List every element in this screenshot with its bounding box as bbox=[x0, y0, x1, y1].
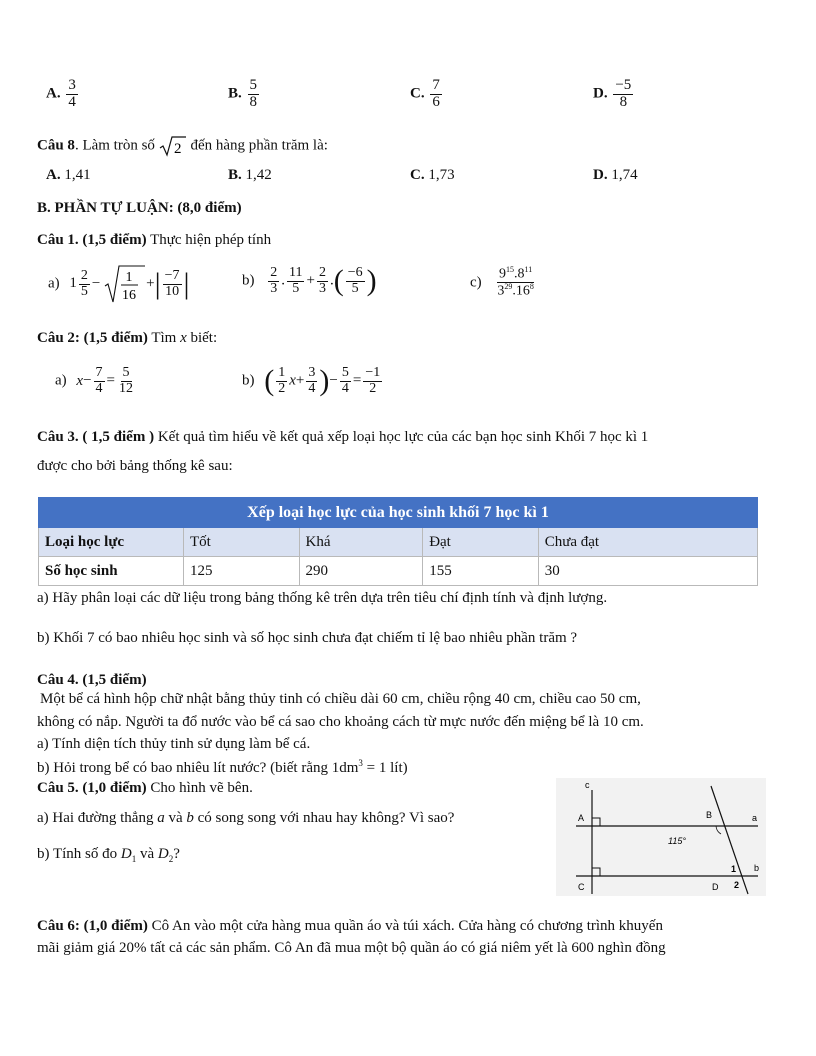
label-C: C bbox=[578, 882, 585, 892]
label-a: a bbox=[752, 813, 758, 823]
part-b-heading: B. PHẦN TỰ LUẬN: (8,0 điểm) bbox=[37, 200, 242, 216]
q8-option-b: B. 1,42 bbox=[228, 167, 272, 183]
c1-expr-a: a) 1 $\frac{2}{5}$ − 1 16 +| $\frac{-7}{10}$ | bbox=[48, 264, 190, 304]
label-b: b bbox=[754, 863, 760, 873]
q7-option-c: C. $\frac{7}{6}$ bbox=[410, 77, 440, 110]
q7-option-d: D. $\frac{-5}{8}$ bbox=[593, 77, 632, 110]
sqrt-fraction bbox=[104, 264, 146, 304]
c3-heading: Câu 3. ( 1,5 điểm ) Kết quả tìm hiểu về kết quả xếp loại học lực của các bạn học sinh Khối 7 học kì 1 bbox=[37, 429, 649, 445]
c4-line1: Một bể cá hình hộp chữ nhật bằng thủy tinh có chiều dài 60 cm, chiều rộng 40 cm, chiều cao 50 cm, bbox=[40, 691, 641, 707]
table-cell: 125 bbox=[184, 557, 300, 586]
c4-line2: không có nắp. Người ta đổ nước vào bể cá sao cho khoảng cách từ mực nước đến miệng bể là 10 cm. bbox=[37, 714, 644, 730]
table-cell: Đạt bbox=[423, 528, 539, 557]
c1-heading: Câu 1. (1,5 điểm) Thực hiện phép tính bbox=[37, 232, 272, 248]
table-cell: Số học sinh bbox=[39, 557, 184, 586]
label-B: B bbox=[706, 810, 713, 820]
c1-expr-b: b) $\frac{2}{3}$ . $\frac{11}{5}$ + $\frac{2}{3}$ .( $\frac{-6}{5}$ ) bbox=[242, 264, 377, 298]
svg-text:16: 16 bbox=[122, 288, 137, 303]
c6-line2: mãi giảm giá 20% tất cả các sản phẩm. Cô An đã mua một bộ quần áo có giá niêm yết là 600 nghìn đồng bbox=[37, 940, 666, 956]
c4-heading: Câu 4. (1,5 điểm) bbox=[37, 672, 147, 688]
c4-question-a: a) Tính diện tích thủy tinh sử dụng làm bể cá. bbox=[37, 736, 311, 752]
c5-heading: Câu 5. (1,0 điểm) Cho hình vẽ bên. bbox=[37, 780, 253, 796]
q8-question: Câu 8. Làm tròn số 2 đến hàng phần trăm là: bbox=[37, 135, 328, 157]
sqrt-radicand: 2 bbox=[173, 141, 182, 157]
table-cell: Chưa đạt bbox=[538, 528, 757, 557]
c3-question-a: a) Hãy phân loại các dữ liệu trong bảng thống kê trên dựa trên tiêu chí định tính và định lượng. bbox=[37, 590, 608, 606]
label-D: D bbox=[712, 882, 719, 892]
label-c: c bbox=[585, 780, 590, 790]
c2-expr-a: a) x− $\frac{7}{4}$ = $\frac{5}{12}$ bbox=[55, 365, 134, 396]
q7-option-b: B. $\frac{5}{8}$ bbox=[228, 77, 258, 110]
table-cell: Tốt bbox=[184, 528, 300, 557]
label-2: 2 bbox=[734, 880, 740, 890]
c2-heading: Câu 2: (1,5 điểm) Tìm x biết: bbox=[37, 330, 218, 346]
label-1: 1 bbox=[731, 864, 737, 874]
c4-question-b: b) Hỏi trong bể có bao nhiêu lít nước? (biết rằng $1dm^3 = 1$ lít) bbox=[37, 758, 408, 776]
table-header-row bbox=[39, 528, 758, 557]
table-cell: 155 bbox=[423, 557, 539, 586]
table-cell: Loại học lực bbox=[39, 528, 184, 557]
c1-expr-c: c) $\frac{9^{15}.8^{11}}{3^{29}.16^8}$ bbox=[470, 265, 534, 299]
q8-option-c: C. 1,73 bbox=[410, 167, 455, 183]
table-cell: Khá bbox=[299, 528, 423, 557]
table-title: Xếp loại học lực của học sinh khối 7 học kì 1 bbox=[39, 498, 758, 528]
c6-line1: Câu 6: (1,0 điểm) Cô An vào một cửa hàng mua quần áo và túi xách. Cửa hàng có chương trình khuyến bbox=[37, 918, 663, 934]
label-angle: 115° bbox=[668, 836, 686, 846]
c3-question-b: b) Khối 7 có bao nhiêu học sinh và số học sinh chưa đạt chiếm tỉ lệ bao nhiêu phần trăm ? bbox=[37, 630, 578, 646]
svg-text:1: 1 bbox=[125, 270, 133, 285]
q8-option-a: A. 1,41 bbox=[46, 167, 91, 183]
c2-expr-b: b) ( $\frac{1}{2}$ x+ $\frac{3}{4}$ )− $\frac{5}{4}$ = $\frac{-1}{2}$ bbox=[242, 364, 381, 398]
table-cell: 290 bbox=[299, 557, 423, 586]
q7-option-a: A. $\frac{3}{4}$ bbox=[46, 77, 76, 110]
c3-text2: được cho bởi bảng thống kê sau: bbox=[37, 458, 233, 474]
c5-question-a: a) Hai đường thẳng a và b có song song với nhau hay không? Vì sao? bbox=[37, 810, 455, 826]
stat-table bbox=[38, 497, 758, 586]
geometry-figure bbox=[556, 778, 766, 896]
sqrt-symbol bbox=[159, 135, 187, 157]
table-cell: 30 bbox=[538, 557, 757, 586]
q8-option-d: D. 1,74 bbox=[593, 167, 638, 183]
table-row bbox=[39, 557, 758, 586]
c5-question-b: b) Tính số đo $D_1$ và $D_2$? bbox=[37, 846, 180, 864]
label-A: A bbox=[578, 813, 585, 823]
